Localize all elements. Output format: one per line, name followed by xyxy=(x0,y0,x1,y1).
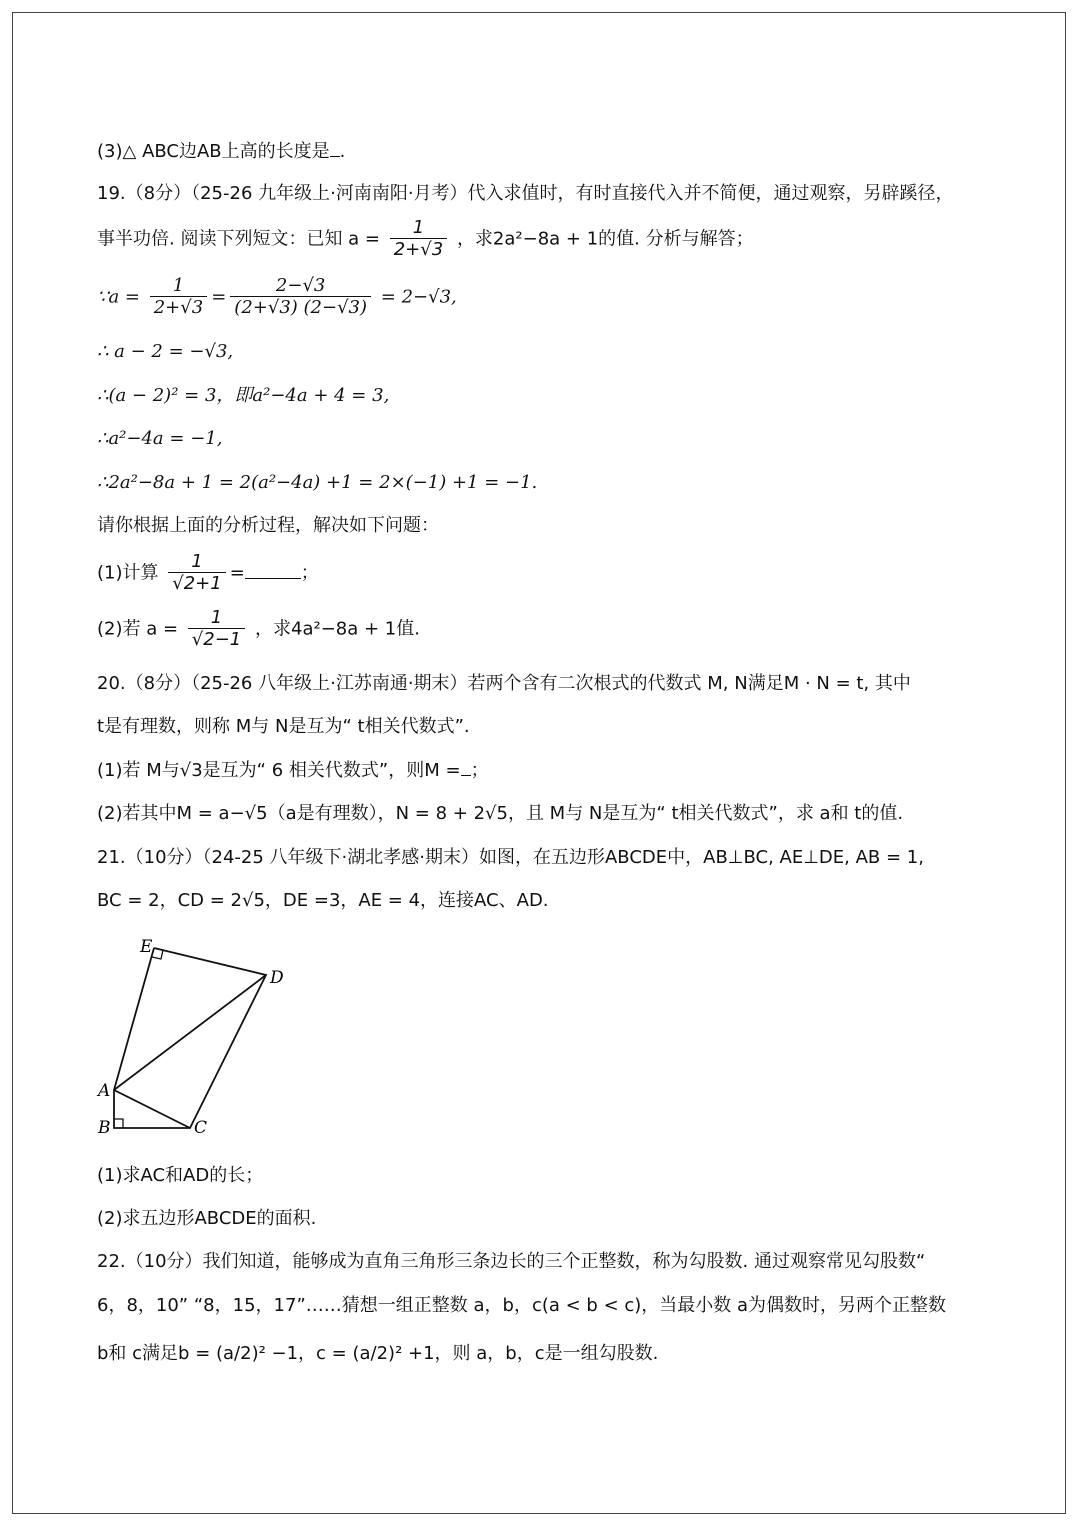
right-angle-mark-b xyxy=(114,1119,123,1128)
q19-prompt: 请你根据上面的分析过程，解决如下问题： xyxy=(97,515,439,536)
label-d: D xyxy=(270,968,284,988)
segment-ac xyxy=(114,1090,190,1128)
q19-part2: (2)若 a = $\frac{1}{√2-1}$ ，求4a²−8a + 1值. xyxy=(97,607,420,650)
answer-blank[interactable] xyxy=(330,142,340,157)
q21-line2: BC = 2，CD = 2√5，DE =3，AE = 4，连接AC、AD. xyxy=(97,890,549,911)
q19-line2: 事半功倍. 阅读下列短文：已知 a = $\frac{1}{2+√3}$ ，求2a²−8a + 1的值. 分析与解答； xyxy=(97,217,754,260)
label-a: A xyxy=(98,1081,111,1101)
q20-line1: 20.（8分）（25-26 八年级上·江苏南通·期末）若两个含有二次根式的代数式 M, N满足M · N = t, 其中 xyxy=(97,673,911,694)
q19-step2: ∴ a − 2 = −√3, xyxy=(97,341,234,362)
q19-step1: ∵a = $\frac{1}{2+√3}$ = $\frac{2-√3}{(2+√3) (2-√3)}$ = 2−√3, xyxy=(97,275,457,318)
pentagon-figure xyxy=(88,930,308,1145)
q18-part3: (3)△ ABC边AB上高的长度是 . xyxy=(97,141,346,162)
q20-part1: (1)若 M与√3是互为“ 6 相关代数式”，则M = ； xyxy=(97,760,489,781)
q22-line1: 22.（10分）我们知道，能够成为直角三角形三条边长的三个正整数，称为勾股数. 通过观察常见勾股数“ xyxy=(97,1251,926,1272)
q19-header: 19.（8分）（25-26 九年级上·河南南阳·月考）代入求值时，有时直接代入并不简便，通过观察，另辟蹊径， xyxy=(97,183,954,204)
q18-part3-label: (3) xyxy=(97,141,123,162)
q19-step4: ∴a²−4a = −1, xyxy=(97,428,223,449)
q22-line2: 6，8，10” “8，15，17”……猜想一组正整数 a，b，c(a < b < c)，当最小数 a为偶数时，另两个正整数 xyxy=(97,1295,947,1316)
q18-part3-text: △ ABC边AB上高的长度是 xyxy=(122,141,330,162)
label-b: B xyxy=(98,1118,111,1138)
label-c: C xyxy=(194,1118,208,1138)
fraction: $\frac{1}{√2+1}$ xyxy=(168,552,225,595)
q19-step3: ∴(a − 2)² = 3，即a²−4a + 4 = 3, xyxy=(97,385,390,406)
q21-part2: (2)求五边形ABCDE的面积. xyxy=(97,1208,317,1229)
segment-ad xyxy=(114,975,266,1090)
q22-line3: b和 c满足b = (a/2)² −1，c = (a/2)² +1，则 a，b，c是一组勾股数. xyxy=(97,1343,659,1364)
q21-part1: (1)求AC和AD的长； xyxy=(97,1165,264,1186)
answer-blank[interactable] xyxy=(461,761,471,776)
fraction: $\frac{2-√3}{(2+√3) (2-√3)}$ xyxy=(230,276,371,319)
q20-part2: (2)若其中M = a−√5（a是有理数），N = 8 + 2√5，且 M与 N是互为“ t相关代数式”，求 a和 t的值. xyxy=(97,803,904,824)
fraction: $\frac{1}{√2-1}$ xyxy=(188,608,245,651)
q19-step5: ∴2a²−8a + 1 = 2(a²−4a) +1 = 2×(−1) +1 = −1. xyxy=(97,472,538,493)
q21-line1: 21.（10分）（24-25 八年级下·湖北孝感·期末）如图，在五边形ABCDE中，AB⊥BC, AE⊥DE, AB = 1, xyxy=(97,847,924,868)
answer-blank[interactable] xyxy=(245,564,301,579)
q19-number: 19. xyxy=(97,183,126,204)
fraction: $\frac{1}{2+√3}$ xyxy=(150,276,207,319)
label-e: E xyxy=(140,937,153,957)
q20-line2: t是有理数，则称 M与 N是互为“ t相关代数式”. xyxy=(97,716,470,737)
q19-part1: (1)计算 $\frac{1}{√2+1}$ = ； xyxy=(97,551,319,594)
fraction: $\frac{1}{2+√3}$ xyxy=(390,218,447,261)
